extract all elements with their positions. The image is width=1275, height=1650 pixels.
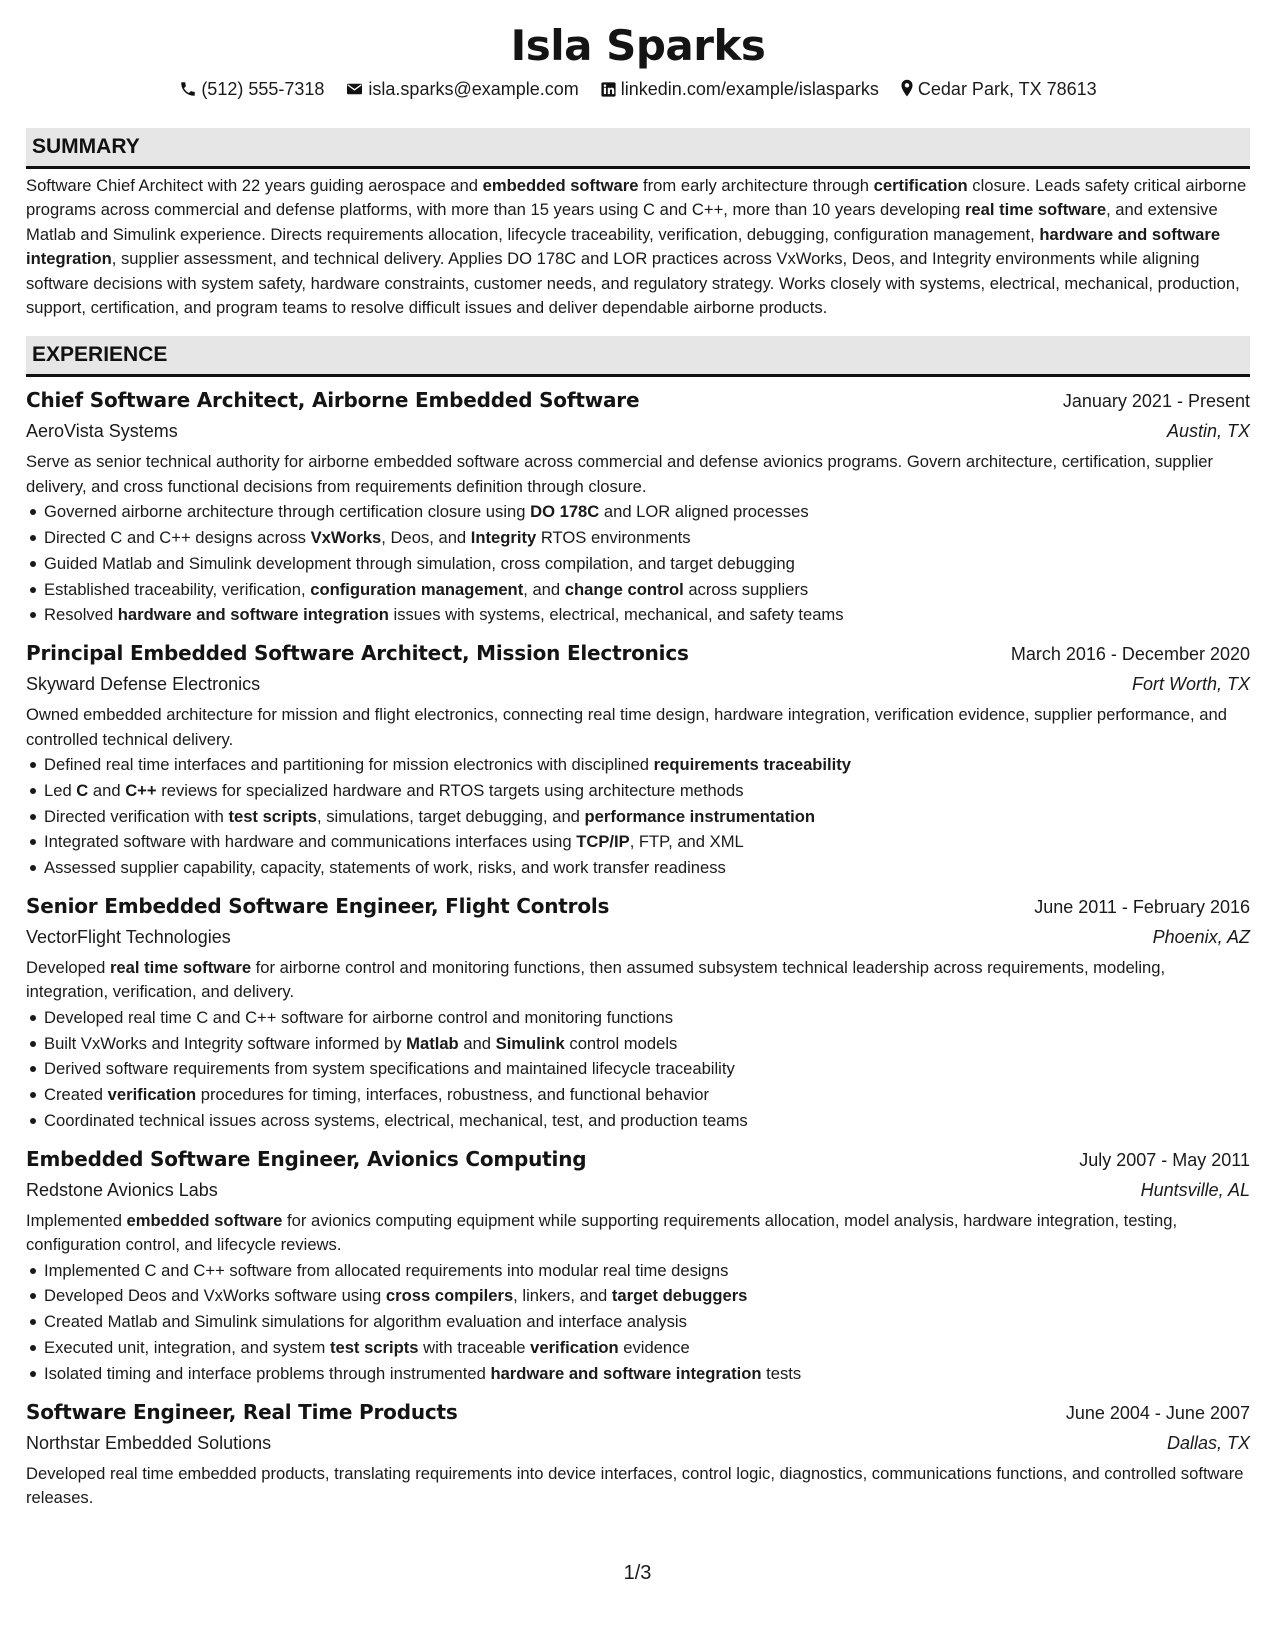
text-run: Created Matlab and Simulink simulations for algorithm evaluation and interface analysis bbox=[44, 1312, 687, 1332]
bullet-item bbox=[26, 1361, 1250, 1387]
job-title: Chief Software Architect, Airborne Embedded Software bbox=[26, 388, 640, 413]
bold-text: Matlab bbox=[406, 1033, 459, 1053]
bold-text: performance instrumentation bbox=[584, 806, 816, 826]
job-location: Phoenix, AZ bbox=[1152, 927, 1250, 948]
text-run: Built VxWorks and Integrity software informed by bbox=[44, 1033, 407, 1053]
text-run: Directed verification with bbox=[44, 806, 229, 826]
summary-text bbox=[26, 174, 1250, 320]
job-description bbox=[26, 450, 1250, 499]
job-company: Redstone Avionics Labs bbox=[26, 1179, 218, 1200]
bold-text: embedded software bbox=[482, 176, 639, 195]
job-description bbox=[26, 1209, 1250, 1258]
bold-text: verification bbox=[530, 1338, 619, 1358]
job-entry bbox=[26, 1397, 1250, 1511]
job-company: Northstar Embedded Solutions bbox=[26, 1432, 272, 1453]
text-run: Developed real time C and C++ software for airborne control and monitoring functions bbox=[44, 1007, 674, 1027]
text-run: Derived software requirements from system specifications and maintained lifecycle traceability bbox=[44, 1059, 735, 1079]
text-run: procedures for timing, interfaces, robustness, and functional behavior bbox=[196, 1085, 710, 1105]
bullet-item bbox=[26, 499, 1250, 525]
bullet-item bbox=[26, 1258, 1250, 1284]
text-run: RTOS environments bbox=[536, 528, 691, 548]
text-run: , and bbox=[523, 579, 565, 599]
job-location: Dallas, TX bbox=[1166, 1432, 1250, 1453]
text-run: for avionics computing equipment while supporting requirements allocation, model analysis, hardware integration, testing, configuration control, and lifecycle reviews. bbox=[26, 1210, 1178, 1255]
contact-line bbox=[26, 74, 1250, 104]
job-location: Austin, TX bbox=[1166, 421, 1250, 442]
text-run: from early architecture through bbox=[638, 176, 874, 195]
text-run: Led bbox=[44, 780, 77, 800]
text-run: , simulations, target debugging, and bbox=[317, 806, 585, 826]
bold-text: Simulink bbox=[495, 1033, 565, 1053]
linkedin-icon bbox=[600, 81, 617, 98]
bold-text: VxWorks bbox=[310, 528, 382, 548]
job-entry bbox=[26, 638, 1250, 881]
page-number: 1/3 bbox=[623, 1562, 652, 1584]
bold-text: hardware and software integration bbox=[117, 605, 389, 625]
job-entry bbox=[26, 891, 1250, 1134]
text-run: Assessed supplier capability, capacity, statements of work, risks, and work transfer readiness bbox=[44, 858, 726, 878]
job-dates: March 2016 - December 2020 bbox=[1010, 644, 1250, 665]
bullet-item bbox=[26, 602, 1250, 628]
bold-text: requirements traceability bbox=[653, 755, 852, 775]
text-run: issues with systems, electrical, mechanical, and safety teams bbox=[388, 605, 844, 625]
text-run: , supplier assessment, and technical delivery. Applies DO 178C and LOR practices across VxWorks, Deos, and Integrity environments while aligning software decisions with system safety, hardware constraints, customer needs, and regulatory strategy. Works closely with systems, electrical, mechanical, production, support, certification, and program teams to resolve difficult issues and deliver dependable airborne products. bbox=[26, 249, 1240, 318]
job-dates: July 2007 - May 2011 bbox=[1079, 1149, 1250, 1170]
contact-linkedin-text[interactable]: linkedin.com/example/islasparks bbox=[620, 79, 879, 99]
text-run: and LOR aligned processes bbox=[599, 502, 809, 522]
job-company-row bbox=[26, 922, 1250, 952]
bold-text: verification bbox=[107, 1085, 197, 1105]
job-title: Senior Embedded Software Engineer, Flight Controls bbox=[26, 894, 610, 919]
experience-heading: EXPERIENCE bbox=[26, 336, 1250, 377]
job-company: VectorFlight Technologies bbox=[26, 927, 231, 948]
contact-location bbox=[900, 74, 1097, 104]
job-entry bbox=[26, 385, 1250, 628]
bullet-item bbox=[26, 1108, 1250, 1134]
text-run: , Deos, and bbox=[381, 528, 471, 548]
bold-text: C++ bbox=[125, 780, 157, 800]
bullet-item bbox=[26, 778, 1250, 804]
contact-phone bbox=[179, 74, 324, 104]
text-run: Governed airborne architecture through certification closure using bbox=[44, 502, 531, 522]
bold-text: hardware and software integration bbox=[490, 1363, 762, 1383]
job-title-row bbox=[26, 891, 1250, 922]
job-location: Huntsville, AL bbox=[1140, 1179, 1250, 1200]
bold-text: test scripts bbox=[228, 806, 317, 826]
job-entry bbox=[26, 1144, 1250, 1387]
job-description bbox=[26, 703, 1250, 752]
job-dates: June 2011 - February 2016 bbox=[1034, 897, 1250, 918]
bullet-item bbox=[26, 752, 1250, 778]
phone-icon bbox=[179, 80, 197, 98]
contact-email-text[interactable]: isla.sparks@example.com bbox=[368, 79, 579, 99]
bold-text: configuration management bbox=[310, 579, 524, 599]
bold-text: hardware and software integration bbox=[26, 224, 1221, 269]
bold-text: Integrity bbox=[470, 528, 537, 548]
job-title-row bbox=[26, 1144, 1250, 1175]
text-run: Developed real time embedded products, translating requirements into device interfaces, control logic, diagnostics, communications functions, and controlled software releases. bbox=[26, 1463, 1244, 1508]
text-run: across suppliers bbox=[683, 579, 809, 599]
bullet-item bbox=[26, 1056, 1250, 1082]
bold-text: TCP/IP bbox=[576, 832, 630, 852]
job-title-row bbox=[26, 638, 1250, 669]
bullet-item bbox=[26, 1309, 1250, 1335]
resume-content bbox=[26, 18, 1250, 1510]
job-title-row bbox=[26, 385, 1250, 416]
envelope-icon bbox=[345, 80, 364, 98]
job-bullets bbox=[26, 499, 1250, 628]
text-run: Established traceability, verification, bbox=[44, 579, 311, 599]
bullet-item bbox=[26, 829, 1250, 855]
bold-text: real time software bbox=[964, 200, 1107, 220]
bullet-item bbox=[26, 855, 1250, 881]
text-run: tests bbox=[761, 1363, 802, 1383]
text-run: Implemented bbox=[26, 1210, 127, 1230]
job-dates: January 2021 - Present bbox=[1062, 391, 1250, 412]
job-bullets bbox=[26, 1005, 1250, 1134]
experience-list bbox=[26, 385, 1250, 1510]
bullet-item bbox=[26, 525, 1250, 551]
bold-text: embedded software bbox=[126, 1210, 283, 1230]
job-bullets bbox=[26, 752, 1250, 881]
contact-phone-text: (512) 555-7318 bbox=[201, 79, 325, 99]
job-title-row bbox=[26, 1397, 1250, 1428]
bullet-item bbox=[26, 551, 1250, 577]
text-run: Developed Deos and VxWorks software using bbox=[44, 1286, 386, 1306]
bold-text: target debuggers bbox=[611, 1286, 748, 1306]
candidate-name: Isla Sparks bbox=[510, 21, 766, 70]
job-description bbox=[26, 956, 1250, 1005]
job-title: Software Engineer, Real Time Products bbox=[26, 1399, 458, 1424]
text-run: , and extensive Matlab and Simulink experience. Directs requirements allocation, lifecycle traceability, verification, debugging, configuration management, bbox=[26, 200, 1218, 244]
text-run: Isolated timing and interface problems through instrumented bbox=[44, 1363, 491, 1383]
job-company: AeroVista Systems bbox=[26, 421, 178, 442]
bold-text: change control bbox=[564, 579, 684, 599]
text-run: Owned embedded architecture for mission and flight electronics, connecting real time design, hardware integration, verification evidence, supplier performance, and controlled technical delivery. bbox=[26, 705, 1227, 749]
job-description bbox=[26, 1462, 1250, 1511]
text-run: Defined real time interfaces and partitioning for mission electronics with disciplined bbox=[44, 755, 654, 775]
contact-linkedin[interactable] bbox=[600, 74, 879, 104]
bold-text: test scripts bbox=[329, 1338, 419, 1358]
text-run: Software Chief Architect with 22 years guiding aerospace and bbox=[26, 176, 483, 195]
text-run: for airborne control and monitoring functions, then assumed subsystem technical leadership across requirements, modeling, integration, verification, and delivery. bbox=[26, 958, 1166, 1002]
text-run: control models bbox=[564, 1033, 678, 1053]
contact-location-text: Cedar Park, TX 78613 bbox=[917, 79, 1097, 99]
text-run: Directed C and C++ designs across bbox=[44, 528, 311, 548]
text-run: and bbox=[88, 780, 126, 800]
job-company: Skyward Defense Electronics bbox=[26, 674, 261, 695]
text-run: and bbox=[458, 1033, 496, 1053]
text-run: Integrated software with hardware and communications interfaces using bbox=[44, 832, 577, 852]
text-run: evidence bbox=[618, 1338, 690, 1358]
bullet-item bbox=[26, 577, 1250, 603]
summary-heading: SUMMARY bbox=[26, 128, 1250, 169]
text-run: , linkers, and bbox=[513, 1286, 612, 1306]
text-run: with traceable bbox=[418, 1338, 531, 1358]
text-run: Coordinated technical issues across systems, electrical, mechanical, test, and production teams bbox=[44, 1111, 748, 1131]
bullet-item bbox=[26, 1082, 1250, 1108]
bullet-item bbox=[26, 1335, 1250, 1361]
text-run: Developed bbox=[26, 958, 110, 978]
text-run: Guided Matlab and Simulink development through simulation, cross compilation, and target debugging bbox=[44, 553, 795, 573]
bullet-item bbox=[26, 1031, 1250, 1057]
text-run: Executed unit, integration, and system bbox=[44, 1338, 330, 1358]
job-company-row bbox=[26, 1175, 1250, 1205]
job-location: Fort Worth, TX bbox=[1131, 674, 1250, 695]
text-run: Serve as senior technical authority for airborne embedded software across commercial and defense avionics programs. Govern architecture, certification, supplier delivery, and cross functional decisions from requirements definition through closure. bbox=[26, 452, 1214, 496]
text-run: reviews for specialized hardware and RTOS targets using architecture methods bbox=[156, 780, 744, 800]
job-company-row bbox=[26, 1428, 1250, 1458]
job-dates: June 2004 - June 2007 bbox=[1065, 1402, 1250, 1423]
bullet-item bbox=[26, 1005, 1250, 1031]
text-run: Created bbox=[44, 1085, 108, 1105]
job-title: Embedded Software Engineer, Avionics Computing bbox=[26, 1146, 587, 1171]
map-pin-icon bbox=[900, 79, 914, 98]
bullet-item bbox=[26, 1283, 1250, 1309]
bold-text: certification bbox=[873, 176, 968, 195]
job-title: Principal Embedded Software Architect, Mission Electronics bbox=[26, 641, 689, 666]
bullet-item bbox=[26, 804, 1250, 830]
job-company-row bbox=[26, 669, 1250, 699]
text-run: , FTP, and XML bbox=[629, 832, 744, 852]
text-run: Resolved bbox=[44, 605, 118, 625]
text-run: closure. Leads safety critical airborne programs across commercial and defense platforms, with more than 15 years using C and C++, more than 10 years developing bbox=[26, 176, 1247, 220]
bold-text: C bbox=[76, 780, 89, 800]
job-bullets bbox=[26, 1258, 1250, 1387]
bold-text: DO 178C bbox=[530, 502, 600, 522]
contact-email[interactable] bbox=[345, 74, 578, 104]
bold-text: real time software bbox=[109, 958, 252, 978]
text-run: Implemented C and C++ software from allocated requirements into modular real time designs bbox=[44, 1260, 729, 1280]
job-company-row bbox=[26, 416, 1250, 446]
bold-text: cross compilers bbox=[385, 1286, 514, 1306]
